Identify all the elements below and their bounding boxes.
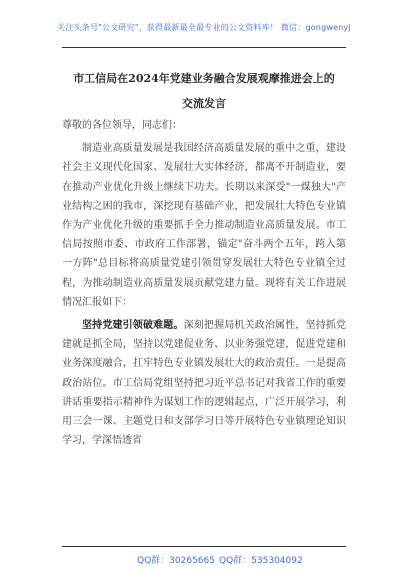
paragraph-intro: 制造业高质量发展是我国经济高质量发展的重中之重，建设社会主义现代化国家、发展壮大实体经济，都离不开制造业，要在推动产业优化升级上继续下功夫。长期以来深受"一煤独大"产业结构之困的我市，深挖现有基础产业，把发展壮大特色专业镇作为产业优化升级的重要抓手全力推动制造业高质量发展。市工信局按照市委、市政府工作部署，锚定"奋斗两个五年，跨入第一方阵"总目标将高质量党建引领贯穿发展壮大特色专业镇全过程，为推动制造业高质量发展贡献党建力量。现将有关工作进展情况汇报如下： <box>62 143 346 308</box>
section-text: 深刻把握局机关政治属性，坚持抓党建就是抓全局，坚持以党建促业务、以业务强党建，促进党建和业务深度融合，扛牢特色专业镇发展壮大的政治责任。一是提高政治站位。市工信局党组坚持把习近平总书记对我省工作的重要讲话重要指示精神作为谋划工作的逻辑起点，广泛开展学习，利用三会一课、主题党日和支部学习日等开展特色专业镇理论知识学习，学深悟透省 <box>62 320 347 447</box>
salutation: 尊敬的各位领导，同志们： <box>62 120 182 131</box>
section-lead: 坚持党建引领破难题。 <box>82 320 184 332</box>
footer <box>62 546 346 567</box>
footer-qq-group-2: QQ群：535304092 <box>219 556 303 566</box>
header-banner: 关注头条号"公文研究"，获得最新最全最专业的公文资料库！ 微信：gongwenyj <box>57 23 351 32</box>
document-title: 市工信局在2024年党建业务融合发展观摩推进会上的交流发言 <box>73 72 335 110</box>
header-divider <box>62 47 346 48</box>
footer-qq-group-1: QQ群：30265665 <box>137 556 215 566</box>
paragraph-section-1 <box>62 316 346 450</box>
document-body <box>62 116 346 450</box>
